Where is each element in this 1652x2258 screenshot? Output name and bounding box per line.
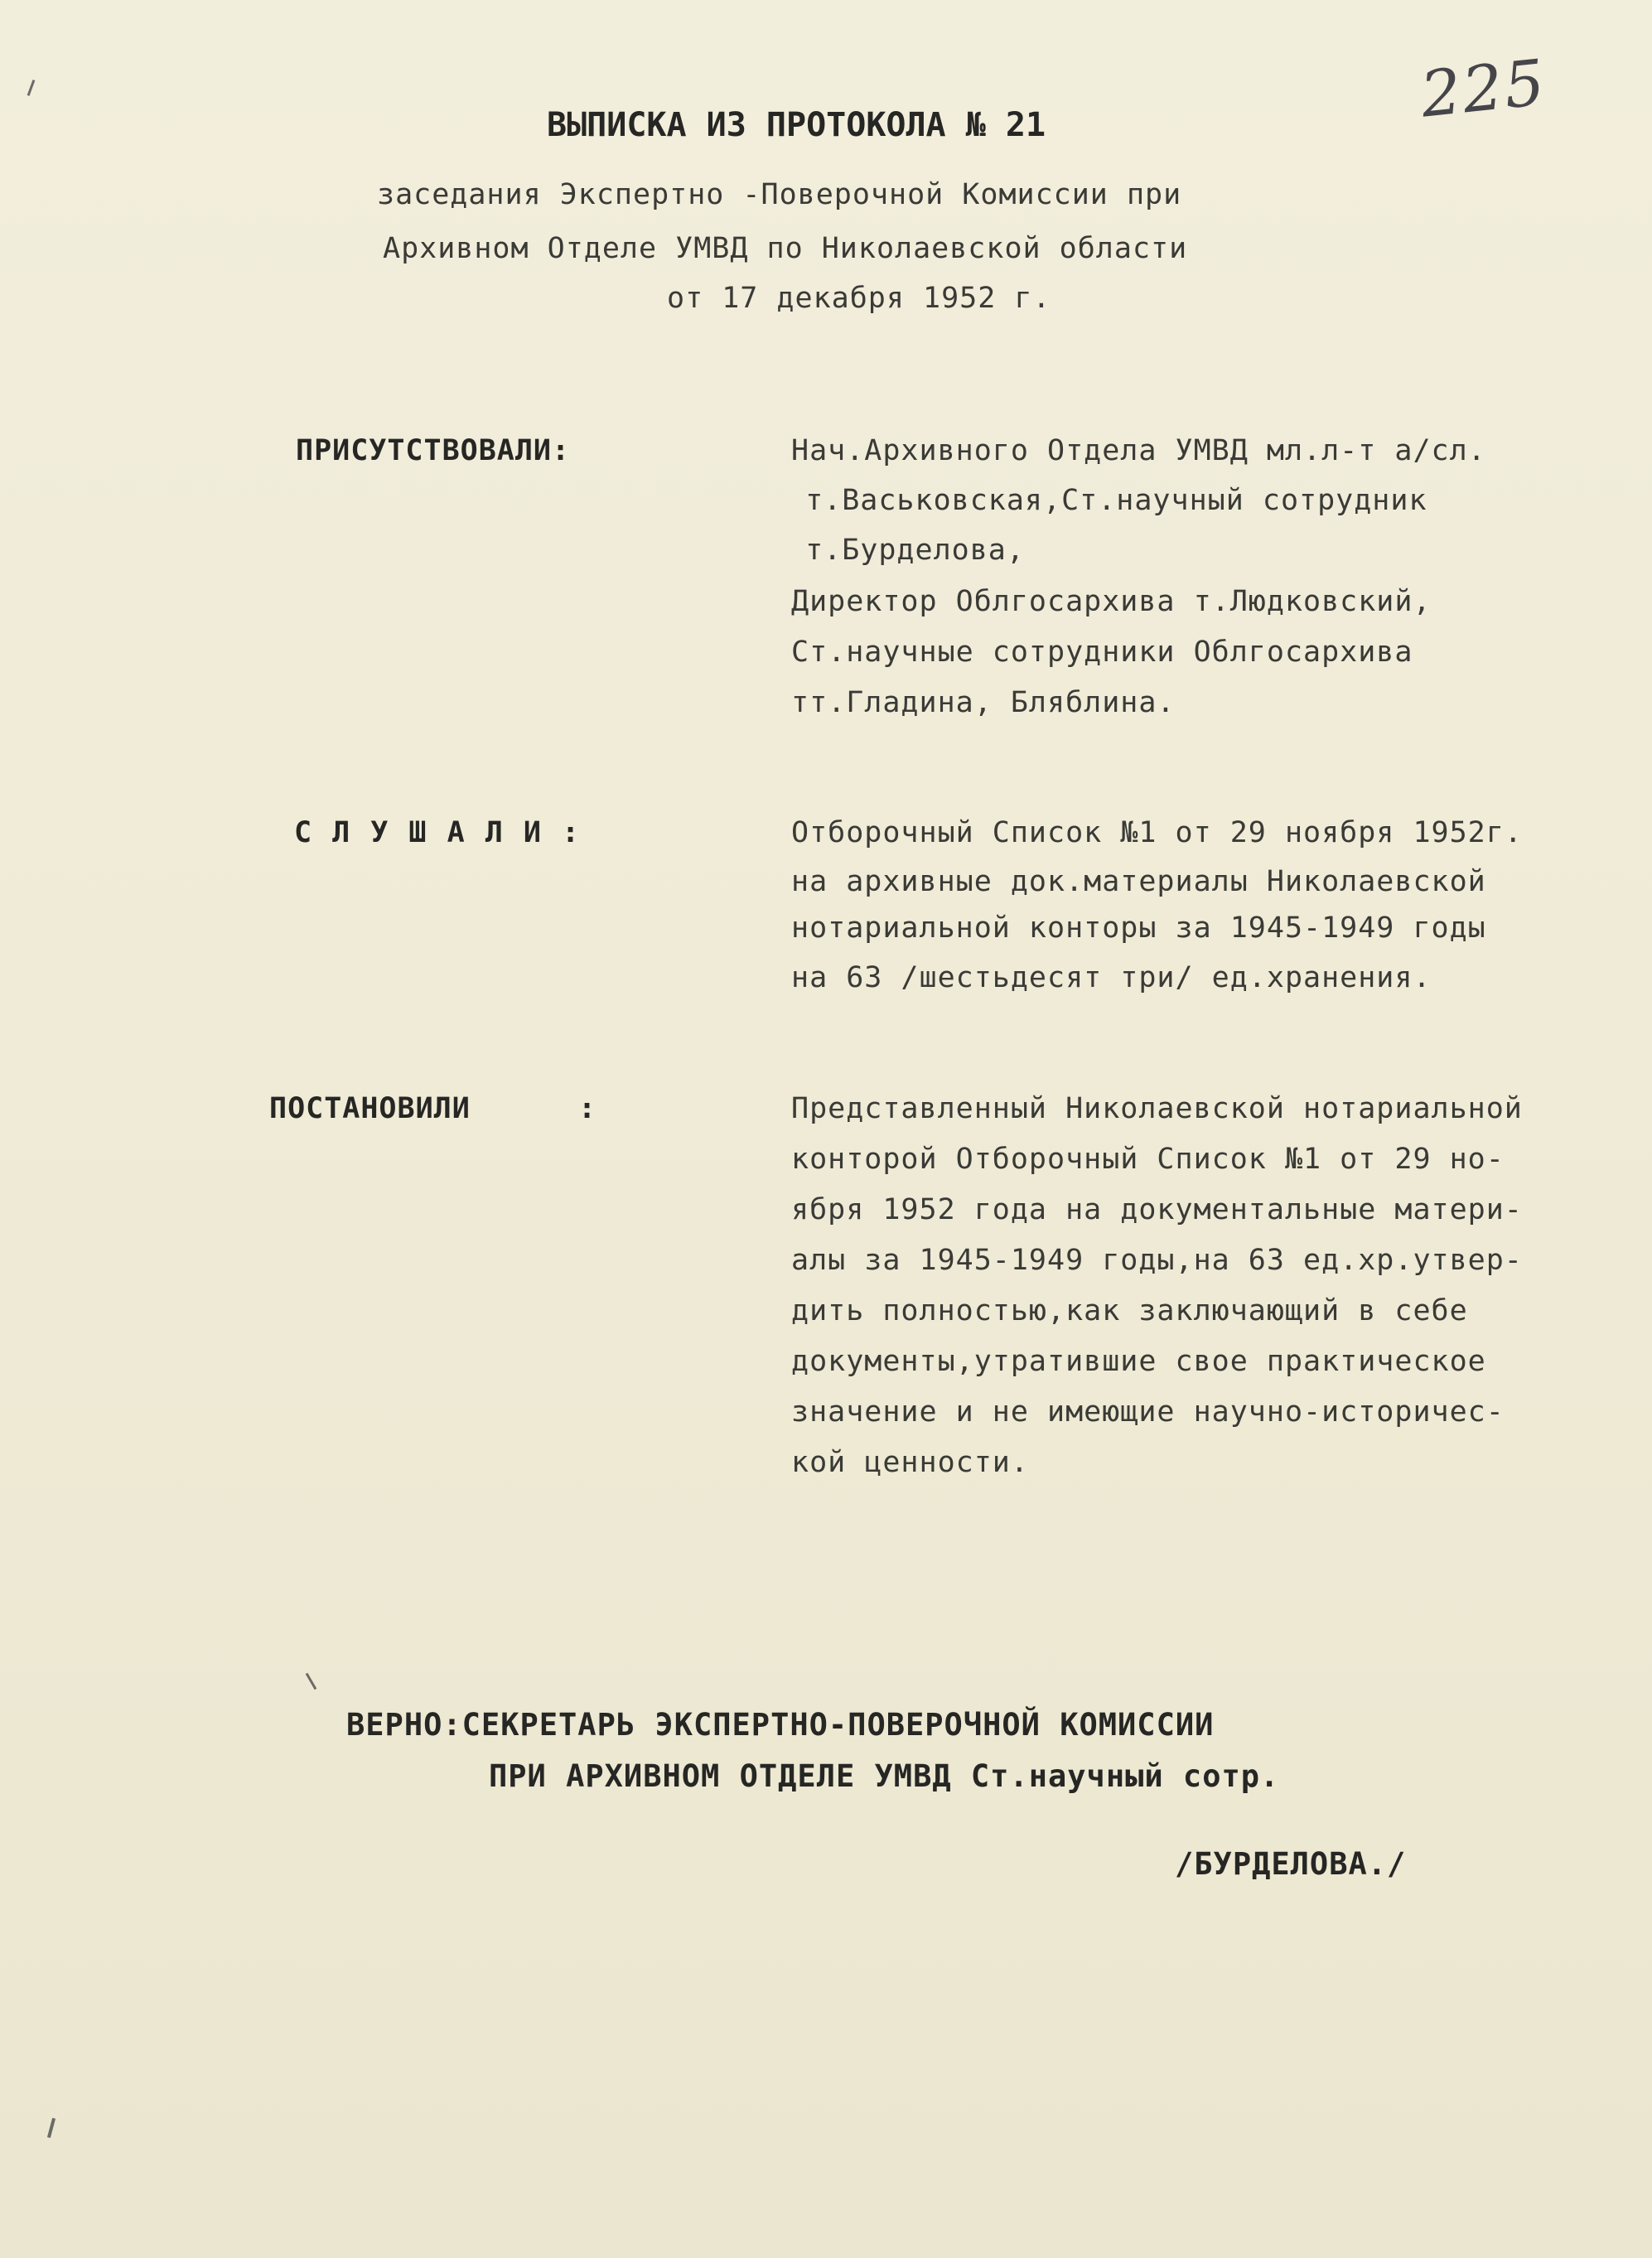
heard-line-1: Отборочный Список №1 от 29 ноября 1952г. xyxy=(791,816,1523,849)
decided-line-8: кой ценности. xyxy=(791,1446,1029,1479)
heard-line-4: на 63 /шестьдесят три/ ед.хранения. xyxy=(791,961,1432,994)
certification-line-1: ВЕРНО:СЕКРЕТАРЬ ЭКСПЕРТНО-ПОВЕРОЧНОЙ КОМИССИИ xyxy=(346,1707,1215,1743)
decided-label: ПОСТАНОВИЛИ xyxy=(269,1092,471,1125)
decided-line-6: документы,утратившие свое практическое xyxy=(791,1345,1486,1378)
heard-label: С Л У Ш А Л И : xyxy=(294,816,582,849)
header-line-3: от 17 декабря 1952 г. xyxy=(667,282,1051,315)
paper-mark xyxy=(47,2118,56,2138)
decided-line-2: конторой Отборочный Список №1 от 29 но- xyxy=(791,1143,1505,1176)
archive-page-number: 225 xyxy=(1417,45,1550,132)
decided-line-7: значение и не имеющие научно-историчес- xyxy=(791,1395,1505,1429)
decided-line-3: ября 1952 года на документальные матери- xyxy=(791,1193,1523,1226)
present-line-6: тт.Гладина, Бляблина. xyxy=(791,686,1176,719)
decided-line-5: дить полностью,как заключающий в себе xyxy=(791,1294,1468,1327)
decided-colon: : xyxy=(578,1092,597,1125)
present-line-2: т.Васьковская,Ст.научный сотрудник xyxy=(787,484,1427,517)
paper-mark xyxy=(27,80,36,96)
document-title: ВЫПИСКА ИЗ ПРОТОКОЛА № 21 xyxy=(547,106,1046,144)
certification-line-2: ПРИ АРХИВНОМ ОТДЕЛЕ УМВД Ст.научный сотр. xyxy=(489,1758,1280,1794)
heard-line-2: на архивные док.материалы Николаевской xyxy=(791,865,1486,898)
present-line-4: Директор Облгосархива т.Людковский, xyxy=(791,585,1432,618)
present-line-3: т.Бурделова, xyxy=(787,534,1025,567)
signature-name: /БУРДЕЛОВА./ xyxy=(1175,1846,1407,1882)
present-line-1: Нач.Архивного Отдела УМВД мл.л-т а/сл. xyxy=(791,434,1486,467)
header-line-2: Архивном Отделе УМВД по Николаевской области xyxy=(383,232,1188,265)
header-line-1: заседания Экспертно -Поверочной Комиссии при xyxy=(377,178,1182,211)
present-label: ПРИСУТСТВОВАЛИ: xyxy=(296,434,571,467)
present-line-5: Ст.научные сотрудники Облгосархива xyxy=(791,636,1413,669)
paper-mark xyxy=(306,1673,317,1690)
heard-line-3: нотариальной конторы за 1945-1949 годы xyxy=(791,911,1486,945)
decided-line-4: алы за 1945-1949 годы,на 63 ед.хр.утвер- xyxy=(791,1244,1523,1277)
decided-line-1: Представленный Николаевской нотариальной xyxy=(791,1092,1523,1125)
